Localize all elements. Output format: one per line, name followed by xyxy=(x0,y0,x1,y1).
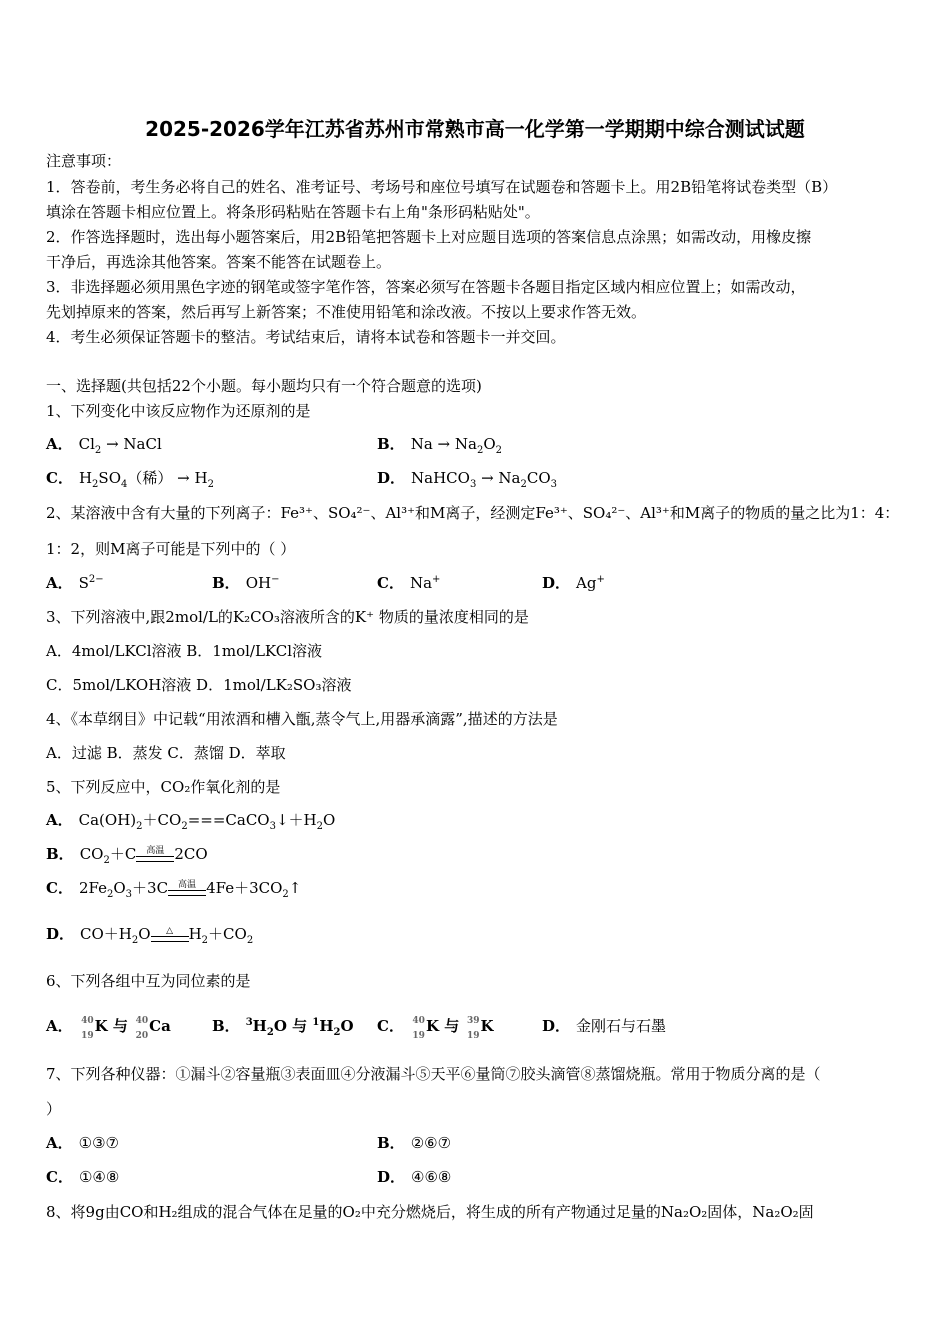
q3-options-row-1: A．4mol/LKCl溶液 B．1mol/LKCl溶液 xyxy=(46,642,322,660)
notice-line-2: 填涂在答题卡相应位置上。将条形码粘贴在答题卡右上角"条形码粘贴处"。 xyxy=(46,203,540,221)
q7-stem-2: ） xyxy=(46,1100,62,1118)
section-heading: 一、选择题(共包括22个小题。每小题均只有一个符合题意的选项) xyxy=(46,377,482,395)
q1-option-a: A． $Cl_2$ → NaCl xyxy=(46,435,162,456)
q3-stem: 3、下列溶液中,跟2mol/L的K₂CO₃溶液所含的K⁺ 物质的量浓度相同的是 xyxy=(46,608,529,626)
q4-options: A．过滤 B．蒸发 C．蒸馏 D．萃取 xyxy=(46,744,286,762)
q5-option-d: D． $CO+H_2O$ △ $H_2+CO_2$ xyxy=(46,925,254,946)
reaction-condition-heat: △ xyxy=(151,925,189,945)
q5-option-c: C． $2Fe_2O_3+3C$ 高温 $4Fe+3CO_2↑$ xyxy=(46,879,302,900)
q3-options-row-2: C．5mol/LKOH溶液 D．1mol/LK₂SO₃溶液 xyxy=(46,676,352,694)
q1-stem: 1、下列变化中该反应物作为还原剂的是 xyxy=(46,402,311,420)
q6-option-a: A． 40 19 K 与 40 20 Ca xyxy=(46,1016,171,1041)
notice-line-6: 先划掉原来的答案，然后再写上新答案；不准使用铅笔和涂改液。不按以上要求作答无效。 xyxy=(46,303,647,321)
q1-option-c: C． $H_2SO_4$（稀） → $H_2$ xyxy=(46,469,214,490)
notice-line-1: 1．答卷前，考生务必将自己的姓名、准考证号、考场号和座位号填写在试题卷和答题卡上。用2B铅笔将试卷类型（B） xyxy=(46,178,838,196)
notice-heading: 注意事项： xyxy=(46,152,122,170)
q2-option-c: C． Na+ xyxy=(377,574,441,592)
q6-option-d: D． 金刚石与石墨 xyxy=(542,1017,667,1035)
q1-option-b: B． $Na \to Na_2O_2$ xyxy=(377,435,502,456)
q2-option-a: A． $S^{2-}$ xyxy=(46,574,104,592)
q1-option-d: D． NaHCO$_3$ → $Na_2CO_3$ xyxy=(377,469,558,490)
q6-stem: 6、下列各组中互为同位素的是 xyxy=(46,972,251,990)
notice-line-4: 干净后，再选涂其他答案。答案不能答在试题卷上。 xyxy=(46,253,392,271)
q5-stem: 5、下列反应中，CO₂作氧化剂的是 xyxy=(46,778,281,796)
notice-line-7: 4．考生必须保证答题卡的整洁。考试结束后，请将本试卷和答题卡一并交回。 xyxy=(46,328,566,346)
q2-option-d: D． Ag+ xyxy=(542,574,605,592)
q8-stem: 8、将9g由CO和H₂组成的混合气体在足量的O₂中充分燃烧后，将生成的所有产物通过足量的Na₂O₂固体，Na₂O₂固 xyxy=(46,1203,814,1221)
q7-option-a: A． ①③⑦ xyxy=(46,1134,119,1152)
q5-option-b: B． $CO_2+C$ 高温 2CO xyxy=(46,845,208,866)
page-title: 2025-2026学年江苏省苏州市常熟市高一化学第一学期期中综合测试试题 xyxy=(145,117,805,141)
q7-option-d: D． ④⑥⑧ xyxy=(377,1168,452,1186)
q2-option-b: B． OH− xyxy=(212,574,280,592)
q2-stem-1: 2、某溶液中含有大量的下列离子：Fe³⁺、SO₄²⁻、Al³⁺和M离子，经测定Fe³⁺、SO₄²⁻、Al³⁺和M离子的物质的量之比为1：4： xyxy=(46,504,900,522)
q2-stem-2: 1：2，则M离子可能是下列中的（ ） xyxy=(46,540,296,558)
reaction-condition-high-temp: 高温 xyxy=(136,845,174,865)
notice-line-5: 3．非选择题必须用黑色字迹的钢笔或签字笔作答，答案必须写在答题卡各题目指定区域内相应位置上；如需改动， xyxy=(46,278,806,296)
reaction-condition-high-temp: 高温 xyxy=(168,879,206,899)
q4-stem: 4、《本草纲目》中记载“用浓酒和槽入甑,蒸令气上,用器承滴露”,描述的方法是 xyxy=(46,710,558,728)
q7-option-c: C． ①④⑧ xyxy=(46,1168,120,1186)
notice-line-3: 2．作答选择题时，选出每小题答案后，用2B铅笔把答题卡上对应题目选项的答案信息点涂黑；如需改动，用橡皮擦 xyxy=(46,228,812,246)
q5-option-a: A． $Ca(OH)_2+CO_2===CaCO_3↓+H_2O$ xyxy=(46,811,336,832)
q6-option-c: C． 40 19 K 与 39 19 K xyxy=(377,1016,494,1041)
q6-option-b: B． $^3H_2O$ 与 $^1H_2O$ xyxy=(212,1017,354,1038)
q7-stem-1: 7、下列各种仪器：①漏斗②容量瓶③表面皿④分液漏斗⑤天平⑥量筒⑦胶头滴管⑧蒸馏烧瓶。常用于物质分离的是（ xyxy=(46,1065,821,1083)
q7-option-b: B． ②⑥⑦ xyxy=(377,1134,452,1152)
